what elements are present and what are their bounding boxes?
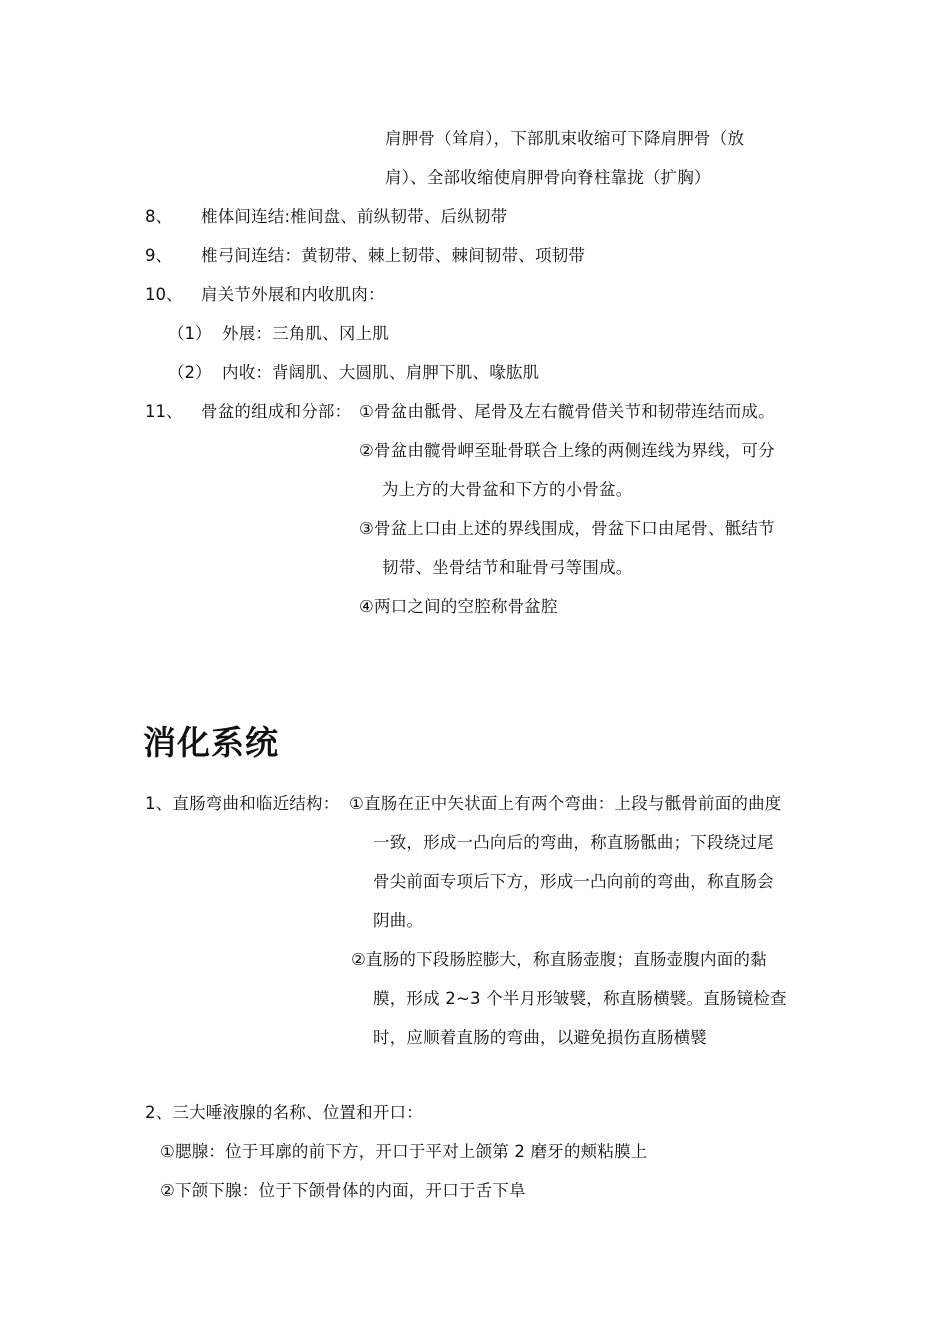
sub-item-number: （1）: [168, 324, 212, 343]
point-1-line-4: 阴曲。: [373, 911, 424, 930]
item-number: 9、: [145, 246, 172, 265]
point-2: ②下颌下腺：位于下颌骨体的内面，开口于舌下阜: [160, 1181, 526, 1200]
point-1: ①骨盆由骶骨、尾骨及左右髋骨借关节和韧带连结而成。: [359, 402, 775, 421]
item-text: 椎体间连结:椎间盘、前纵韧带、后纵韧带: [201, 207, 508, 226]
point-1-line-2: 一致，形成一凸向后的弯曲，称直肠骶曲；下段绕过尾: [373, 833, 774, 852]
item-label: 骨盆的组成和分部：: [201, 402, 352, 421]
point-3-line-1: ③骨盆上口由上述的界线围成，骨盆下口由尾骨、骶结节: [359, 519, 775, 538]
point-2-line-3: 时，应顺着直肠的弯曲，以避免损伤直肠横襞: [373, 1028, 707, 1047]
sub-item-text: 内收：背阔肌、大圆肌、肩胛下肌、喙肱肌: [222, 363, 540, 382]
point-2-line-1: ②骨盆由髋骨岬至耻骨联合上缘的两侧连线为界线，可分: [359, 441, 775, 460]
point-3-line-2: 韧带、坐骨结节和耻骨弓等围成。: [382, 558, 633, 577]
point-2-line-1: ②直肠的下段肠腔膨大，称直肠壶腹；直肠壶腹内面的黏: [351, 950, 767, 969]
point-2-line-2: 膜，形成 2~3 个半月形皱襞，称直肠横襞。直肠镜检查: [373, 989, 787, 1008]
point-1-line-1: ①直肠在正中矢状面上有两个弯曲：上段与骶骨前面的曲度: [349, 794, 782, 813]
point-4: ④两口之间的空腔称骨盆腔: [359, 597, 558, 616]
point-1-line-3: 骨尖前面专项后下方，形成一凸向前的弯曲，称直肠会: [373, 872, 774, 891]
item-label: 2、三大唾液腺的名称、位置和开口：: [145, 1103, 423, 1122]
item-number: 8、: [145, 207, 172, 226]
point-1: ①腮腺：位于耳廓的前下方，开口于平对上颌第 2 磨牙的颊粘膜上: [160, 1142, 648, 1161]
sub-item-text: 外展：三角肌、冈上肌: [222, 324, 389, 343]
item-number: 10、: [145, 285, 183, 304]
item-label: 1、直肠弯曲和临近结构：: [145, 794, 340, 813]
sub-item-number: （2）: [168, 363, 212, 382]
point-2-line-2: 为上方的大骨盆和下方的小骨盆。: [382, 480, 633, 499]
item-text: 肩关节外展和内收肌肉：: [201, 285, 385, 304]
item-text: 椎弓间连结：黄韧带、棘上韧带、棘间韧带、项韧带: [201, 246, 586, 265]
continued-text-line-1: 肩胛骨（耸肩），下部肌束收缩可下降肩胛骨（放: [385, 129, 745, 148]
section-heading: 消化系统: [143, 723, 279, 762]
continued-text-line-2: 肩）、全部收缩使肩胛骨向脊柱靠拢（扩胸）: [385, 168, 711, 187]
item-number: 11、: [145, 402, 183, 421]
